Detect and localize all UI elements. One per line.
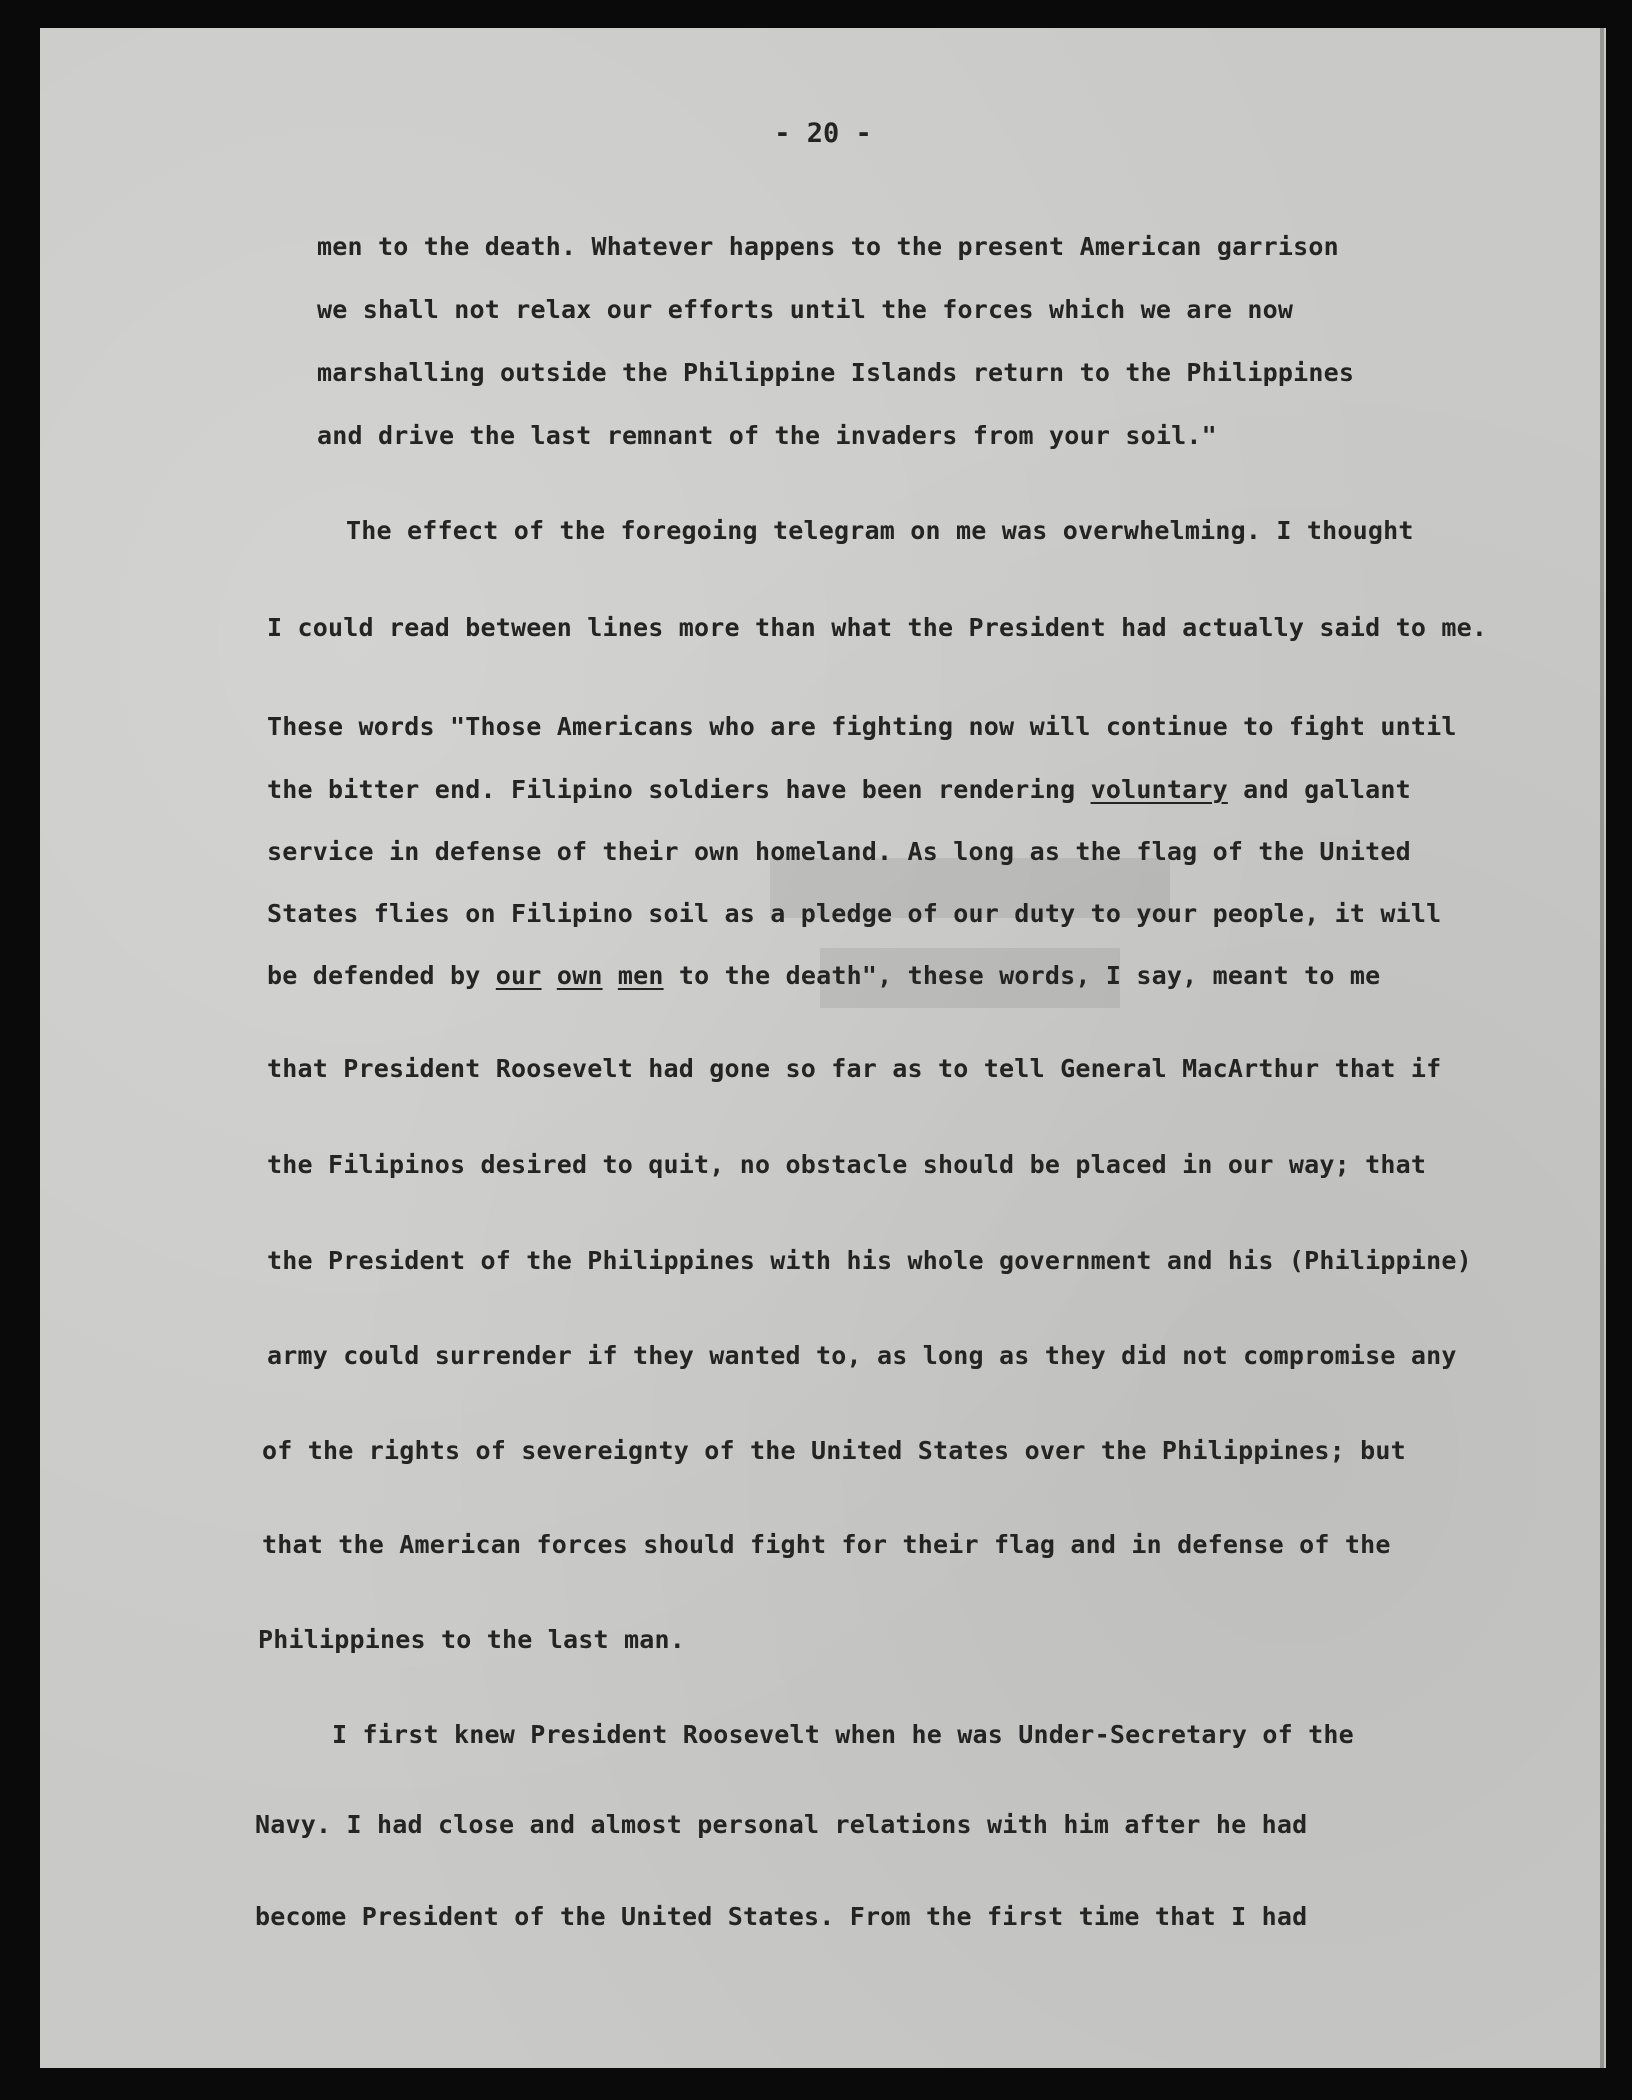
body-line-12: of the rights of severeignty of the United States over the Philippines; but [262,1436,1406,1465]
closing-line-1: I first knew President Roosevelt when he was Under-Secretary of the [332,1720,1354,1749]
space-1 [542,961,557,990]
body-line-9: the Filipinos desired to quit, no obstacle should be placed in our way; that [267,1150,1427,1179]
body-line-14: Philippines to the last man. [258,1625,686,1654]
body-line-4 [267,775,1411,805]
closing-line-3: become President of the United States. From the first time that I had [255,1902,1308,1931]
quote-line-1: men to the death. Whatever happens to the present American garrison [317,232,1339,261]
body-line-7 [267,961,1380,991]
body-line-3: These words "Those Americans who are fighting now will continue to fight until [267,712,1457,741]
underlined-voluntary: voluntary [1090,775,1228,804]
document-page [40,28,1606,2068]
underlined-own: own [556,961,603,990]
body-line-4-end: and gallant [1227,775,1411,804]
body-line-4-start: the bitter end. Filipino soldiers have been rendering [267,775,1091,804]
space-2 [603,961,618,990]
body-line-11: army could surrender if they wanted to, as long as they did not compromise any [267,1341,1457,1370]
quote-line-4: and drive the last remnant of the invaders from your soil." [317,421,1217,450]
body-line-6: States flies on Filipino soil as a pledge of our duty to your people, it will [267,899,1442,928]
body-line-10: the President of the Philippines with his whole government and his (Philippine) [267,1246,1472,1275]
closing-line-2: Navy. I had close and almost personal relations with him after he had [255,1810,1308,1839]
quote-line-2: we shall not relax our efforts until the forces which we are now [317,295,1294,324]
faint-stamp-mark [760,838,1180,1038]
body-line-1: The effect of the foregoing telegram on me was overwhelming. I thought [346,516,1414,545]
body-line-13: that the American forces should fight for their flag and in defense of the [262,1530,1391,1559]
page-number: - 20 - [774,118,872,149]
body-line-5: service in defense of their own homeland. As long as the flag of the United [267,837,1411,866]
body-line-7-end: to the death", these words, I say, meant to me [663,961,1381,990]
body-line-8: that President Roosevelt had gone so far as to tell General MacArthur that if [267,1054,1442,1083]
body-line-2: I could read between lines more than what the President had actually said to me. [267,613,1488,642]
page-crease [1600,28,1604,2068]
quote-line-3: marshalling outside the Philippine Islands return to the Philippines [317,358,1355,387]
underlined-men: men [617,961,664,990]
underlined-our: our [495,961,542,990]
body-line-7-start: be defended by [267,961,496,990]
